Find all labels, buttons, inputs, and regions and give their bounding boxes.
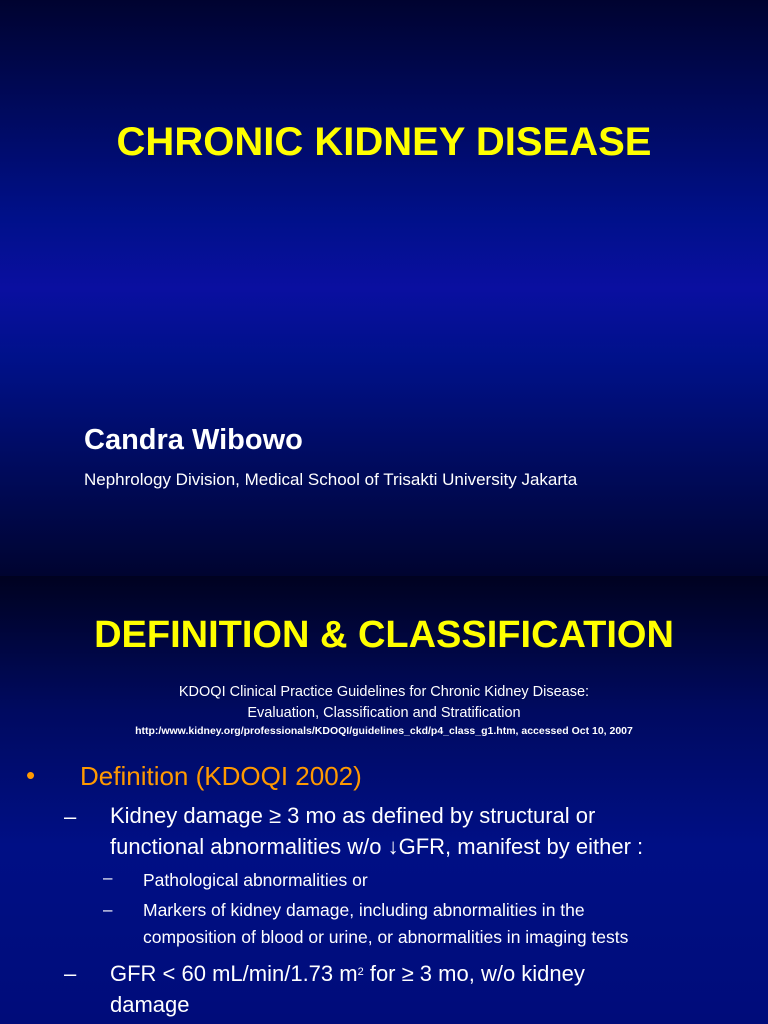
- author-name: Candra Wibowo: [84, 424, 303, 456]
- sub-sub-bullet-markers: [143, 897, 753, 951]
- dash-marker: –: [64, 804, 77, 829]
- slide-title: CHRONIC KIDNEY DISEASE: [116, 120, 652, 164]
- slide-title: DEFINITION & CLASSIFICATION: [94, 614, 674, 656]
- bullet-text: Definition (KDOQI 2002): [80, 761, 362, 791]
- dash-marker: –: [64, 961, 77, 986]
- superscript: 2: [357, 966, 364, 978]
- sub-sub-bullet-pathological: Pathological abnormalities or: [143, 870, 368, 890]
- sub-bullet-line: damage: [110, 992, 190, 1017]
- reference-url: http:/www.kidney.org/professionals/KDOQI/guidelines_ckd/p4_class_g1.htm, accessed Oct 10, 2007: [135, 725, 633, 737]
- sub-bullet-line: functional abnormalities w/o ↓GFR, manifest by either :: [110, 834, 644, 859]
- gfr-text: GFR < 60 mL/min/1.73 m: [110, 961, 358, 986]
- gfr-text-cont: for ≥ 3 mo, w/o kidney: [363, 961, 585, 986]
- dash-marker: –: [103, 900, 113, 919]
- sub-bullet-gfr: [110, 957, 750, 1020]
- sub-sub-bullet-line: composition of blood or urine, or abnormalities in imaging tests: [143, 927, 629, 947]
- reference-title-line: KDOQI Clinical Practice Guidelines for Chronic Kidney Disease:: [178, 684, 590, 700]
- definition-slide: [0, 576, 768, 1024]
- author-affiliation: Nephrology Division, Medical School of Trisakti University Jakarta: [84, 470, 578, 489]
- sub-bullet-line: [110, 957, 750, 989]
- reference-subtitle-line: Evaluation, Classification and Stratification: [247, 705, 521, 721]
- dash-marker: –: [103, 868, 113, 887]
- sub-bullet-line: Kidney damage ≥ 3 mo as defined by structural or: [110, 803, 596, 828]
- sub-bullet-kidney-damage: [110, 800, 750, 862]
- bullet-marker: •: [26, 760, 36, 790]
- sub-sub-bullet-line: Markers of kidney damage, including abnormalities in the: [143, 900, 585, 920]
